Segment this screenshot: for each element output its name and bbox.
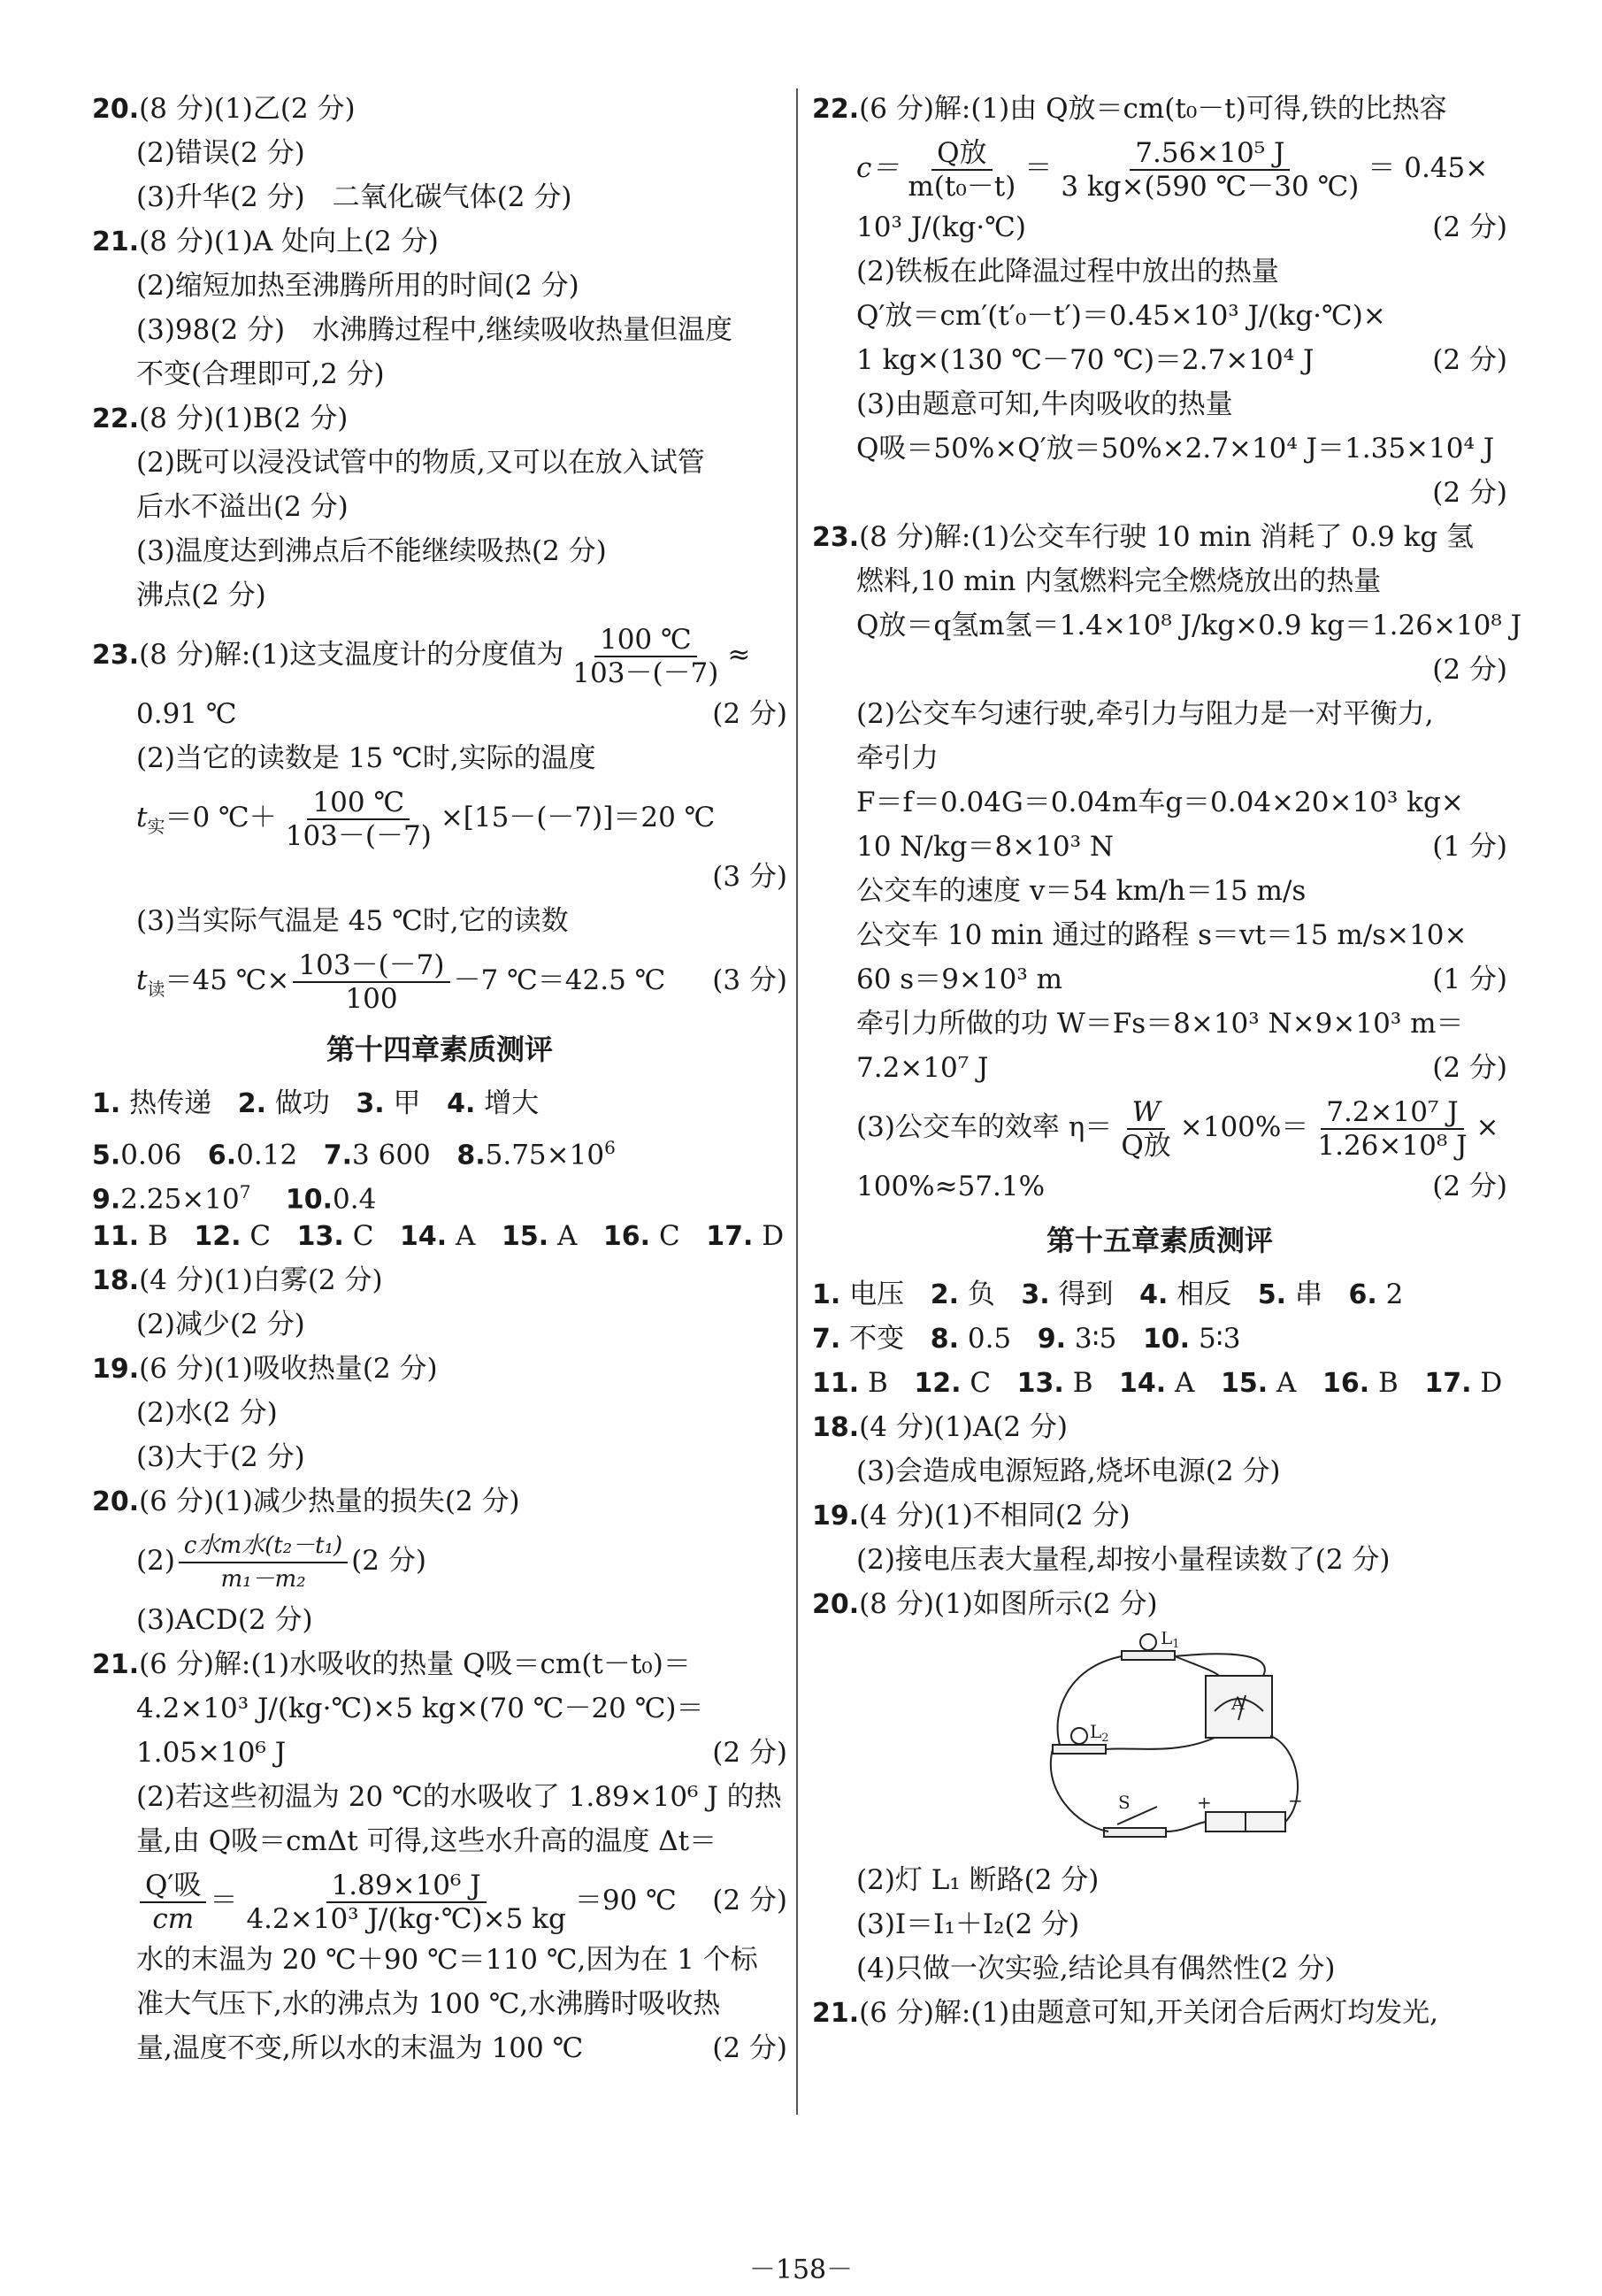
- text-line: 量,温度不变,所以水的末温为 100 ℃ (2 分): [136, 2032, 787, 2064]
- text-line: (3)会造成电源短路,烧坏电源(2 分): [856, 1455, 1281, 1487]
- score-line: (2 分): [1432, 477, 1507, 509]
- text-line: (2)当它的读数是 15 ℃时,实际的温度: [136, 742, 596, 774]
- circuit-diagram: [1042, 1632, 1307, 1853]
- text-line: 后水不溢出(2 分): [136, 491, 349, 523]
- text-line: (3)ACD(2 分): [136, 1604, 313, 1636]
- q20-line: 20.(8 分)(1)乙(2 分): [92, 93, 356, 125]
- text-line: (2)若这些初温为 20 ℃的水吸收了 1.89×10⁶ J 的热: [136, 1781, 782, 1813]
- equation-line: $t_读=45$ ℃× $\frac{103-(-7)}{100}$ －7 ℃＝42.5 ℃ (3 分): [136, 948, 787, 1015]
- text-line: (4)只做一次实验,结论具有偶然性(2 分): [856, 1953, 1336, 1985]
- wire: [1175, 1656, 1219, 1676]
- fraction: $\frac{\text{1.89×10⁶ J}}{\text{4.2×10³ J/(kg·℃)×5 kg}}$: [246, 1869, 566, 1935]
- text-line: (3)当实际气温是 45 ℃时,它的读数: [136, 905, 569, 937]
- lamp-l1-board: [1122, 1651, 1175, 1660]
- fraction: $\frac{100 ℃}{103-(-7)}$: [572, 623, 719, 689]
- text-line: 牵引力所做的功 W＝Fs＝8×10³ N×9×10³ m＝: [856, 1008, 1464, 1040]
- label-plus: +: [1197, 1792, 1212, 1813]
- wire: [1106, 1738, 1215, 1749]
- text-line: (3)升华(2 分) 二氧化碳气体(2 分): [136, 181, 572, 213]
- c20-line: 20.(6 分)(1)减少热量的损失(2 分): [92, 1486, 520, 1517]
- text-line: (2)灯 L₁ 断路(2 分): [856, 1864, 1100, 1896]
- label-l2: $L_2$: [1090, 1721, 1109, 1745]
- d21-line: 21.(6 分)解:(1)由题意可知,开关闭合后两灯均发光,: [812, 1997, 1438, 2029]
- page-number: －158－: [748, 2254, 854, 2285]
- text-line: 牵引力: [856, 742, 939, 774]
- lamp-l2-icon: [1071, 1728, 1087, 1744]
- text-line: (3)98(2 分) 水沸腾过程中,继续吸收热量但温度: [136, 314, 732, 346]
- left-column: [92, 87, 787, 2070]
- text-line: 10³ J/(kg·℃) (2 分): [856, 211, 1507, 243]
- c21-line: 21.(6 分)解:(1)水吸收的热量 Q吸＝cm(t－t₀)＝: [92, 1648, 691, 1680]
- answer-row: $9.2.25\times 10^7$ 10.0.4: [92, 1181, 377, 1216]
- text-line: 燃料,10 min 内氢燃料完全燃烧放出的热量: [856, 565, 1382, 597]
- text-line: 10 N/kg＝8×10³ N (1 分): [856, 831, 1507, 863]
- fraction: $\frac{\text{7.56×10⁵ J}}{3 kg\times(590 ℃-30 ℃)}$: [1061, 136, 1360, 203]
- equation-line: c＝ $\frac{\text{Q放}}{\text{m(t₀－t)}}$ ＝ $\frac{\text{7.56×10⁵ J}}{3 kg\times(590 ℃-30 ℃)}$ ＝ 0.45×: [856, 136, 1489, 203]
- text-line: 60 s＝9×10³ m (1 分): [856, 964, 1507, 995]
- answer-row: 11. B 12. C 13. B 14. A 15. A 16. B 17. D: [812, 1367, 1503, 1399]
- d18-line: 18.(4 分)(1)A(2 分): [812, 1411, 1068, 1443]
- column-divider: [796, 88, 798, 2115]
- wire: [1175, 1654, 1265, 1676]
- text-line: (2)既可以浸没试管中的物质,又可以在放入试管: [136, 447, 705, 479]
- answer-row: 5.0.06 6.0.12 7.3 600 $8.5.75\times 10^6$: [92, 1137, 616, 1171]
- equation-line: (3)公交车的效率 η＝ $\frac{W}{\text{Q放}}$ ×100%＝ $\frac{\text{7.2×10⁷ J}}{\text{1.26×10⁸ J}}$ ×: [856, 1095, 1499, 1162]
- fraction: $\frac{\text{7.2×10⁷ J}}{\text{1.26×10⁸ J}}$: [1317, 1095, 1468, 1162]
- label-l1: $L_1$: [1161, 1632, 1180, 1651]
- fraction: $\frac{\text{c水m水(t₂－t₁)}}{\text{m₁－m₂}}$: [179, 1530, 348, 1595]
- wire: [1166, 1822, 1206, 1831]
- equation-line: $t_实=0$ ℃＋ $\frac{100 ℃}{103-(-7)}$ ×[15－(－7)]＝20 ℃: [136, 786, 716, 852]
- text-line: 4.2×10³ J/(kg·℃)×5 kg×(70 ℃－20 ℃)＝: [136, 1693, 704, 1724]
- switch-board: [1104, 1828, 1166, 1837]
- text-line: 不变(合理即可,2 分): [136, 358, 385, 390]
- text-line: (3)I＝I₁＋I₂(2 分): [856, 1908, 1080, 1940]
- fraction: $\frac{W}{\text{Q放}}$: [1121, 1095, 1171, 1162]
- text-line: (3)温度达到沸点后不能继续吸热(2 分): [136, 535, 607, 567]
- text-line: 100%≈57.1% (2 分): [856, 1171, 1507, 1202]
- text-line: 沸点(2 分): [136, 580, 266, 611]
- q23-line: 23.(8 分)解:(1)这支温度计的分度值为 $\frac{100 ℃}{103-(-7)}$ ≈: [92, 623, 751, 689]
- fraction: $\frac{\text{Q放}}{\text{m(t₀－t)}}$: [908, 136, 1016, 203]
- q21-line: 21.(8 分)(1)A 处向上(2 分): [92, 226, 439, 257]
- label-switch: S: [1118, 1792, 1131, 1813]
- text-line: (2)水(2 分): [136, 1397, 278, 1429]
- wire: [1051, 1749, 1108, 1831]
- text-line: 公交车的速度 v＝54 km/h＝15 m/s: [856, 875, 1307, 907]
- text-line: 0.91 ℃ (2 分): [136, 698, 787, 730]
- text-line: (2)减少(2 分): [136, 1309, 305, 1340]
- text-line: (2)铁板在此降温过程中放出的热量: [856, 256, 1279, 288]
- q22-line: 22.(6 分)解:(1)由 Q放＝cm(t₀－t)可得,铁的比热容: [812, 93, 1447, 125]
- text-line: (2)错误(2 分): [136, 137, 305, 169]
- q23-line: 23.(8 分)解:(1)公交车行驶 10 min 消耗了 0.9 kg 氢: [812, 521, 1475, 553]
- label-ammeter: A: [1231, 1693, 1245, 1714]
- answer-row: 1. 电压 2. 负 3. 得到 4. 相反 5. 串 6. 2: [812, 1279, 1404, 1310]
- fraction: $\frac{100 ℃}{103-(-7)}$: [285, 786, 432, 852]
- text-line: (3)大于(2 分): [136, 1441, 305, 1473]
- text-line: F＝f＝0.04G＝0.04m车g＝0.04×20×10³ kg×: [856, 787, 1464, 818]
- text-line: 准大气压下,水的沸点为 100 ℃,水沸腾时吸收热: [136, 1988, 721, 2020]
- text-line: Q′放＝cm′(t′₀－t′)＝0.45×10³ J/(kg·℃)×: [856, 300, 1386, 332]
- equation-line: (2) $\frac{\text{c水m水(t₂－t₁)}}{\text{m₁－m₂}}$ (2 分): [92, 1524, 787, 1598]
- text-line: Q放＝q氢m氢＝1.4×10⁸ J/kg×0.9 kg＝1.26×10⁸ J: [856, 610, 1522, 641]
- text-line: Q吸＝50%×Q′放＝50%×2.7×10⁴ J＝1.35×10⁴ J: [856, 433, 1495, 465]
- text-line: (2)接电压表大量程,却按小量程读数了(2 分): [856, 1544, 1391, 1576]
- fraction: $\frac{103-(-7)}{100}$: [293, 949, 449, 1015]
- text-line: 7.2×10⁷ J (2 分): [856, 1052, 1507, 1084]
- fraction: $\frac{\text{Q′吸}}{cm}$: [140, 1870, 206, 1935]
- score-line: (2 分): [1432, 654, 1507, 686]
- label-minus: −: [1288, 1790, 1303, 1811]
- text-line: 公交车 10 min 通过的路程 s＝vt＝15 m/s×10×: [856, 919, 1468, 951]
- text-line: 1.05×10⁶ J (2 分): [136, 1737, 787, 1769]
- c18-line: 18.(4 分)(1)白雾(2 分): [92, 1264, 383, 1296]
- lamp-l1-icon: [1140, 1634, 1156, 1650]
- answer-row: 11. B 12. C 13. C 14. A 15. A 16. C 17. D: [92, 1220, 785, 1252]
- right-column: [812, 87, 1522, 2035]
- c19-line: 19.(6 分)(1)吸收热量(2 分): [92, 1353, 438, 1385]
- score-line: (3 分): [712, 861, 787, 893]
- equation-line: $\frac{\text{Q′吸}}{cm}$ ＝ $\frac{\text{1.89×10⁶ J}}{\text{4.2×10³ J/(kg·℃)×5 kg}}$ ＝90 ℃ (2 分): [92, 1863, 787, 1938]
- d19-line: 19.(4 分)(1)不相同(2 分): [812, 1500, 1131, 1532]
- q22-line: 22.(8 分)(1)B(2 分): [92, 403, 349, 434]
- text-line: 水的末温为 20 ℃＋90 ℃＝110 ℃,因为在 1 个标: [136, 1944, 758, 1976]
- lamp-l2-board: [1053, 1745, 1106, 1754]
- answer-row: 1. 热传递 2. 做功 3. 甲 4. 增大: [92, 1087, 540, 1119]
- text-line: (2)公交车匀速行驶,牵引力与阻力是一对平衡力,: [856, 698, 1434, 730]
- text-line: 量,由 Q吸＝cmΔt 可得,这些水升高的温度 Δt＝: [136, 1825, 717, 1857]
- answer-row: 7. 不变 8. 0.5 9. 3∶5 10. 5∶3: [812, 1323, 1241, 1355]
- chapter15-title: 第十五章素质测评: [1046, 1224, 1273, 1257]
- text-line: 1 kg×(130 ℃－70 ℃)＝2.7×10⁴ J (2 分): [856, 344, 1507, 376]
- d20-line: 20.(8 分)(1)如图所示(2 分): [812, 1588, 1158, 1620]
- chapter14-title: 第十四章素质测评: [326, 1033, 553, 1066]
- text-line: (2)缩短加热至沸腾所用的时间(2 分): [136, 270, 579, 302]
- text-line: (3)由题意可知,牛肉吸收的热量: [856, 388, 1233, 420]
